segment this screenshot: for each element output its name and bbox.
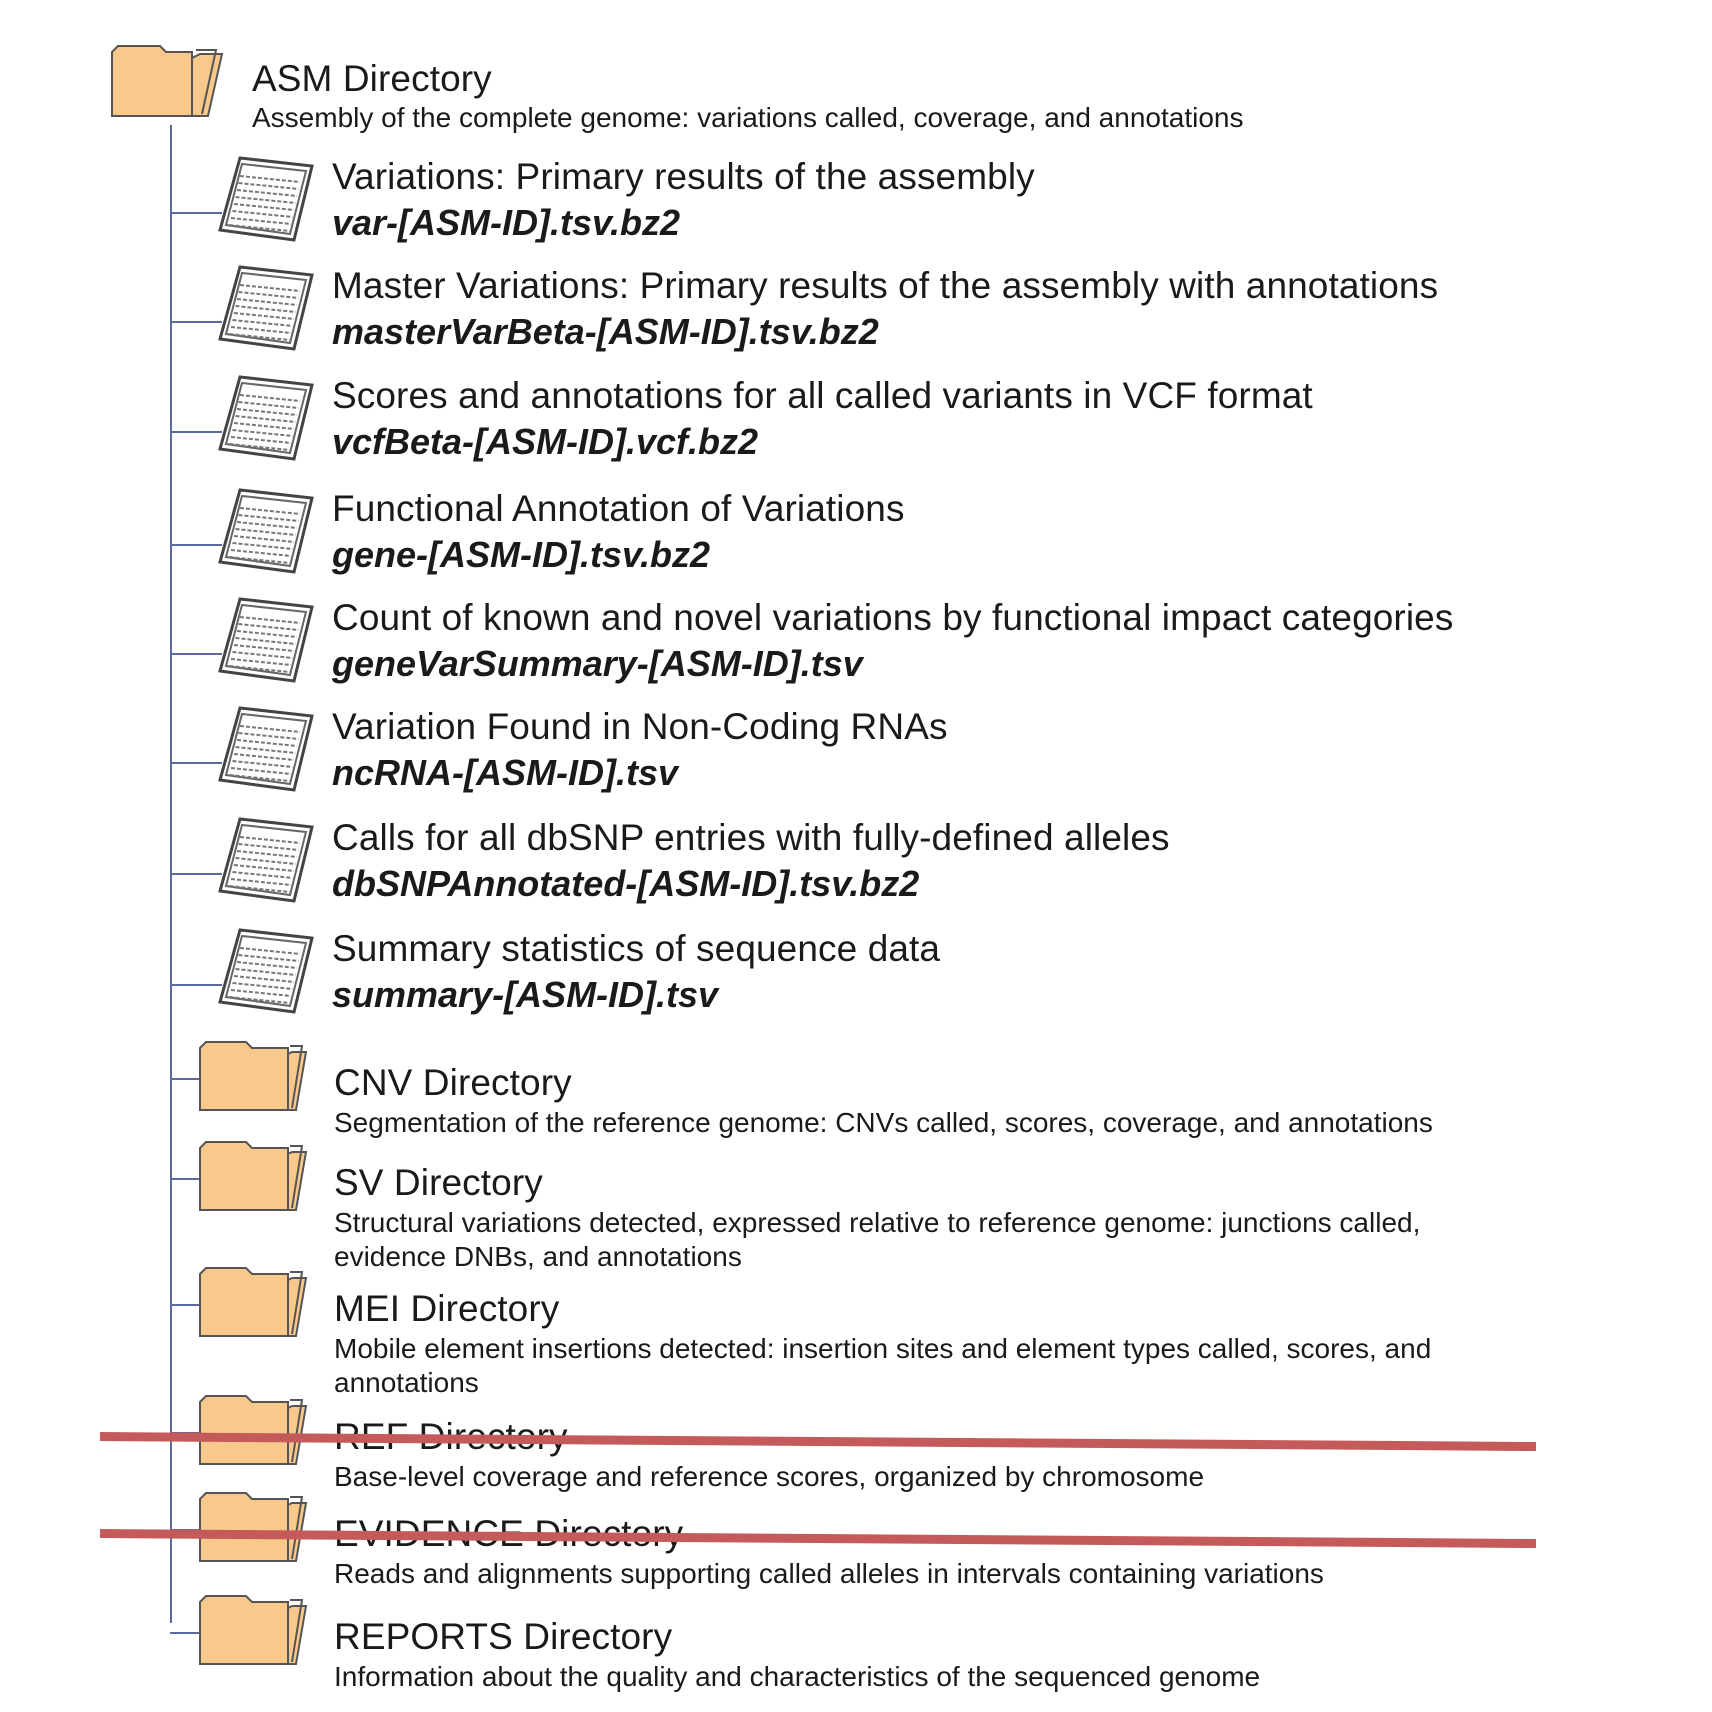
directory-description: Information about the quality and characteristics of the sequenced genome <box>334 1661 1261 1692</box>
file-name: var-[ASM-ID].tsv.bz2 <box>332 202 681 243</box>
branch-line <box>170 544 222 546</box>
directory-description: Base-level coverage and reference scores, organized by chromosome <box>334 1461 1205 1492</box>
branch-line <box>170 873 222 875</box>
folder-icon <box>196 1491 308 1563</box>
file-title: Calls for all dbSNP entries with fully-defined alleles <box>332 817 1170 858</box>
strike-through-line <box>100 1529 1536 1548</box>
folder-icon <box>196 1594 308 1666</box>
branch-line <box>170 653 222 655</box>
document-icon <box>218 704 314 796</box>
branch-line <box>170 321 222 323</box>
directory-title: REPORTS Directory <box>334 1616 673 1657</box>
root-description: Assembly of the complete genome: variations called, coverage, and annotations <box>252 102 1244 133</box>
folder-icon <box>196 1140 308 1212</box>
file-name: masterVarBeta-[ASM-ID].tsv.bz2 <box>332 311 879 352</box>
branch-line <box>170 984 222 986</box>
file-title: Variation Found in Non-Coding RNAs <box>332 706 948 747</box>
directory-description: evidence DNBs, and annotations <box>334 1241 742 1272</box>
document-icon <box>218 926 314 1018</box>
directory-description: annotations <box>334 1367 479 1398</box>
folder-icon <box>196 1394 308 1466</box>
strike-through-line <box>100 1432 1536 1451</box>
directory-description: Mobile element insertions detected: insertion sites and element types called, scores, and <box>334 1333 1432 1364</box>
document-icon <box>218 263 314 355</box>
file-name: summary-[ASM-ID].tsv <box>332 974 719 1015</box>
file-name: gene-[ASM-ID].tsv.bz2 <box>332 534 711 575</box>
directory-title: SV Directory <box>334 1162 543 1203</box>
branch-line <box>170 431 222 433</box>
document-icon <box>218 373 314 465</box>
file-title: Variations: Primary results of the assembly <box>332 156 1035 197</box>
folder-icon <box>196 1266 308 1338</box>
file-title: Summary statistics of sequence data <box>332 928 941 969</box>
document-icon <box>218 486 314 578</box>
document-icon <box>218 154 314 246</box>
folder-icon <box>196 1040 308 1112</box>
branch-line <box>170 762 222 764</box>
document-icon <box>218 595 314 687</box>
document-icon <box>218 815 314 907</box>
file-title: Count of known and novel variations by functional impact categories <box>332 597 1454 638</box>
directory-title: MEI Directory <box>334 1288 560 1329</box>
root-title: ASM Directory <box>252 58 492 99</box>
directory-description: Segmentation of the reference genome: CNVs called, scores, coverage, and annotations <box>334 1107 1433 1138</box>
branch-line <box>170 212 222 214</box>
file-name: ncRNA-[ASM-ID].tsv <box>332 752 678 793</box>
directory-title: CNV Directory <box>334 1062 572 1103</box>
directory-description: Structural variations detected, expressed relative to reference genome: junctions called, <box>334 1207 1421 1238</box>
file-title: Scores and annotations for all called variants in VCF format <box>332 375 1313 416</box>
root-folder-icon <box>108 44 226 118</box>
file-name: geneVarSummary-[ASM-ID].tsv <box>332 643 863 684</box>
file-title: Functional Annotation of Variations <box>332 488 905 529</box>
directory-description: Reads and alignments supporting called alleles in intervals containing variations <box>334 1558 1324 1589</box>
file-name: dbSNPAnnotated-[ASM-ID].tsv.bz2 <box>332 863 920 904</box>
file-name: vcfBeta-[ASM-ID].vcf.bz2 <box>332 421 759 462</box>
file-title: Master Variations: Primary results of the assembly with annotations <box>332 265 1439 306</box>
